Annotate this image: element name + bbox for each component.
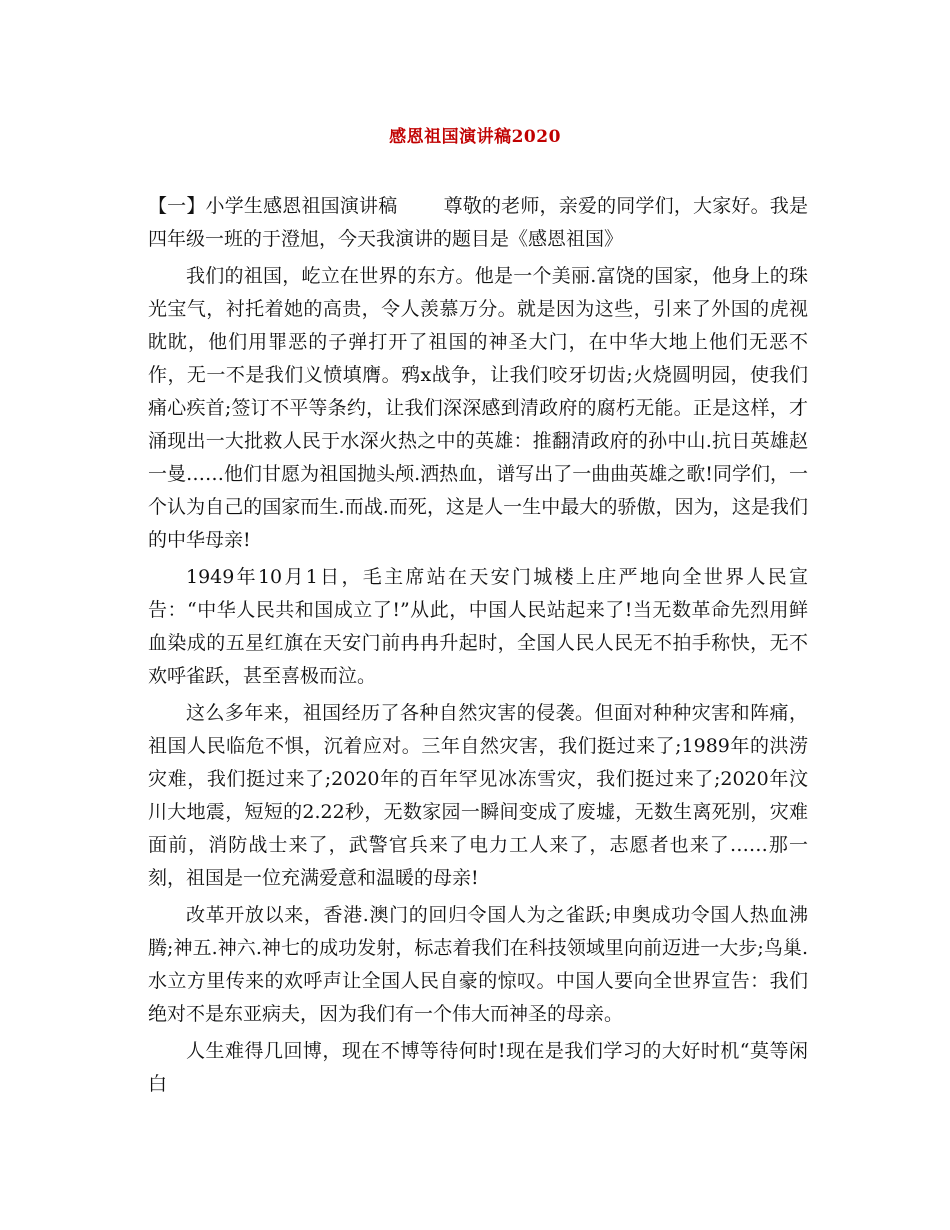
document-title: 感恩祖国演讲稿2020 [389,127,561,147]
body-paragraph-5: 人生难得几回博，现在不博等待何时!现在是我们学习的大好时机“莫等闲白 [148,1040,808,1095]
body-paragraph-2: 1949年10月1日，毛主席站在天安门城楼上庄严地向全世界人民宣告：“中华人民共和国成立了!”从此，中国人民站起来了!当无数革命先烈用鲜血染成的五星红旗在天安门前冉冉升起时，全国人民人民无不拍手称快，无不欢呼雀跃，甚至喜极而泣。 [148,566,808,687]
intro-text: 尊敬的老师，亲爱的同学们，大家好。我是四年级一班的于澄旭，今天我演讲的题目是《感恩祖国》 [148,195,808,250]
document-body [148,190,808,1105]
intro-paragraph [148,190,808,256]
body-paragraph-3: 这么多年来，祖国经历了各种自然灾害的侵袭。但面对种种灾害和阵痛，祖国人民临危不惧，沉着应对。三年自然灾害，我们挺过来了;1989年的洪涝灾难，我们挺过来了;2020年的百年罕见冰冻雪灾，我们挺过来了;2020年汶川大地震，短短的2.22秒，无数家园一瞬间变成了废墟，无数生离死别，灾难面前，消防战士来了，武警官兵来了电力工人来了，志愿者也来了……那一刻，祖国是一位充满爱意和温暖的母亲! [148,702,808,889]
body-paragraph-1: 我们的祖国，屹立在世界的东方。他是一个美丽.富饶的国家，他身上的珠光宝气，衬托着她的高贵，令人羡慕万分。就是因为这些，引来了外国的虎视眈眈，他们用罪恶的子弹打开了祖国的神圣大门，在中华大地上他们无恶不作，无一不是我们义愤填膺。鸦x战争，让我们咬牙切齿;火烧圆明园，使我们痛心疾首;签订不平等条约，让我们深深感到清政府的腐朽无能。正是这样，才涌现出一大批救人民于水深火热之中的英雄：推翻清政府的孙中山.抗日英雄赵一曼……他们甘愿为祖国抛头颅.洒热血，谱写出了一曲曲英雄之歌!同学们，一个认为自己的国家而生.而战.而死，这是人一生中最大的骄傲，因为，这是我们的中华母亲! [148,265,808,551]
body-paragraph-4: 改革开放以来，香港.澳门的回归令国人为之雀跃;申奥成功令国人热血沸腾;神五.神六.神七的成功发射，标志着我们在科技领域里向前迈进一大步;鸟巢.水立方里传来的欢呼声让全国人民自豪的惊叹。中国人要向全世界宣告：我们绝对不是东亚病夫，因为我们有一个伟大而神圣的母亲。 [148,904,808,1025]
section-heading: 【一】小学生感恩祖国演讲稿 [148,195,398,217]
